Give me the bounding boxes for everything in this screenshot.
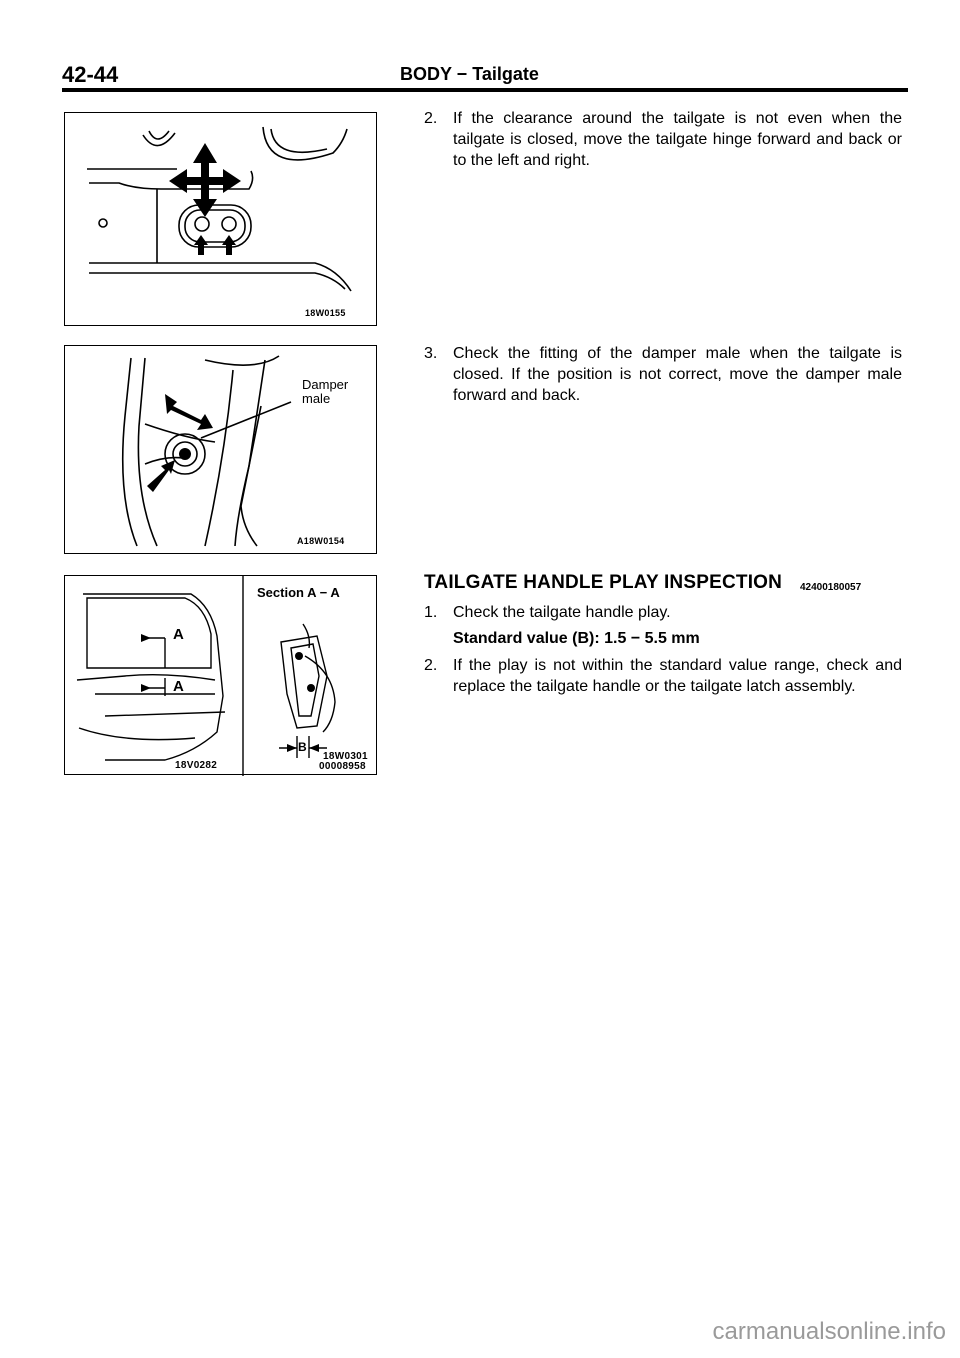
damper-male-label bbox=[302, 378, 348, 406]
step-3 bbox=[424, 343, 902, 406]
damper-label-line1: Damper bbox=[302, 377, 349, 392]
item-1-text: Check the tailgate handle play. bbox=[453, 604, 671, 621]
inspection-code: 42400180057 bbox=[800, 582, 862, 593]
inspection-heading: TAILGATE HANDLE PLAY INSPECTION bbox=[424, 572, 783, 593]
step-2-text: If the clearance around the tailgate is not even when the tailgate is closed, move the tailgate hinge forward and back or to the left and right. bbox=[453, 110, 902, 169]
watermark: carmanualsonline.info bbox=[712, 1318, 946, 1345]
item-2-number: 2. bbox=[424, 657, 438, 674]
figure-code: 18W0155 bbox=[305, 308, 346, 318]
section-title: Section A − A bbox=[257, 585, 340, 600]
standard-value-text: Standard value (B): 1.5 − 5.5 mm bbox=[453, 630, 700, 647]
header-rule bbox=[62, 88, 908, 92]
figure-code-right-2: 00008958 bbox=[319, 761, 366, 772]
standard-value bbox=[424, 628, 902, 649]
page-number: 42-44 bbox=[62, 62, 119, 87]
damper-label-line2: male bbox=[302, 391, 331, 406]
section-marker-a-top: A bbox=[173, 626, 184, 643]
step-3-number: 3. bbox=[424, 345, 438, 362]
inspection-item-2 bbox=[424, 655, 902, 697]
handle-section-figure bbox=[64, 575, 377, 775]
step-3-text: Check the fitting of the damper male when the tailgate is closed. If the position is not correct, move the damper male forward and back. bbox=[453, 345, 902, 404]
item-2-text: If the play is not within the standard value range, check and replace the tailgate handle or the tailgate latch assembly. bbox=[453, 657, 902, 695]
handle-section-illustration bbox=[65, 576, 378, 776]
page-header bbox=[62, 58, 908, 90]
hinge-figure bbox=[64, 112, 377, 326]
step-2-number: 2. bbox=[424, 110, 438, 127]
page-title: BODY − Tailgate bbox=[400, 64, 539, 84]
step-2 bbox=[424, 108, 902, 171]
damper-figure bbox=[64, 345, 377, 554]
section-marker-a-bottom: A bbox=[173, 678, 184, 695]
figure-code: A18W0154 bbox=[297, 536, 345, 546]
figure-code-left: 18V0282 bbox=[175, 760, 218, 771]
figure-code-right-1: 18W0301 bbox=[323, 751, 368, 762]
item-1-number: 1. bbox=[424, 604, 438, 621]
inspection-item-1 bbox=[424, 602, 902, 623]
hinge-illustration bbox=[65, 113, 378, 327]
play-dimension-marker: B bbox=[298, 740, 307, 754]
